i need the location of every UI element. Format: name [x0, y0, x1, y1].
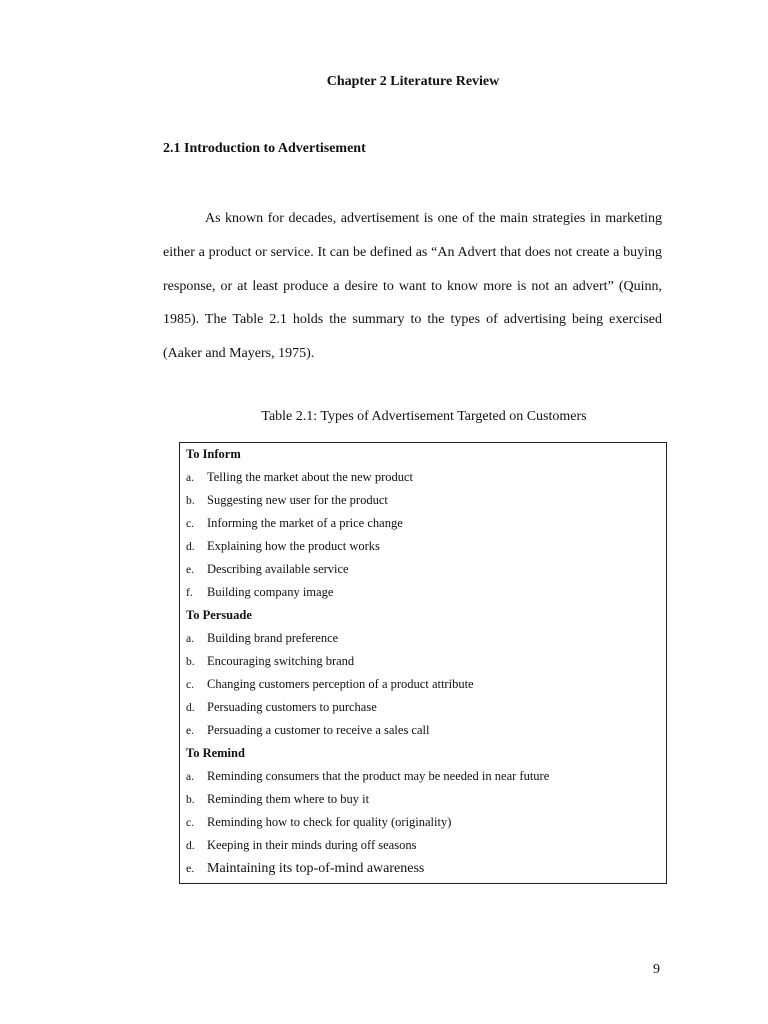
item-text: Building brand preference — [207, 631, 339, 645]
table-row — [180, 698, 666, 721]
item-letter: f. — [186, 587, 193, 599]
item-text: Explaining how the product works — [207, 539, 380, 553]
item-text: Maintaining its top-of-mind awareness — [207, 861, 425, 876]
table-row — [180, 813, 666, 836]
body-paragraph — [163, 202, 662, 371]
item-text: Telling the market about the new product — [207, 470, 414, 484]
item-letter: c. — [186, 679, 194, 691]
table-row — [180, 652, 666, 675]
item-text: Reminding consumers that the product may be needed in near future — [207, 769, 550, 783]
item-text: Persuading customers to purchase — [207, 700, 377, 714]
item-letter: a. — [186, 771, 194, 783]
item-letter: d. — [186, 541, 195, 553]
table-row — [180, 583, 666, 606]
table-row — [180, 560, 666, 583]
item-text: Keeping in their minds during off seasons — [207, 838, 417, 852]
chapter-title: Chapter 2 Literature Review — [326, 74, 500, 89]
table-row — [180, 859, 666, 882]
group-heading-persuade: To Persuade — [186, 608, 252, 622]
group-heading-inform: To Inform — [186, 447, 241, 461]
table-row — [180, 721, 666, 744]
item-letter: d. — [186, 840, 195, 852]
table-row — [180, 537, 666, 560]
item-text: Reminding how to check for quality (originality) — [207, 815, 452, 829]
item-text: Encouraging switching brand — [207, 654, 355, 668]
table-caption: Table 2.1: Types of Advertisement Targeted on Customers — [261, 409, 587, 424]
table-row — [180, 514, 666, 537]
item-letter: a. — [186, 633, 194, 645]
item-letter: c. — [186, 817, 194, 829]
table-row — [180, 790, 666, 813]
table-row — [180, 491, 666, 514]
item-letter: c. — [186, 518, 194, 530]
group-heading-remind: To Remind — [186, 746, 245, 760]
table-row — [180, 675, 666, 698]
table-row — [180, 767, 666, 790]
item-text: Building company image — [207, 585, 334, 599]
item-letter: e. — [186, 564, 194, 576]
paragraph-text: As known for decades, advertisement is one of the main strategies in marketing either a product or service. It can be defined as “An Advert that does not create a buying response, or at least produce a desire to want to know more is not an advert” (Quinn, 1985). The Table 2.1 holds the summary to the types of advertising being exercised (Aaker and Mayers, 1975). — [163, 211, 662, 362]
advertisement-types-table — [179, 442, 667, 884]
item-text: Reminding them where to buy it — [207, 792, 370, 806]
item-text: Informing the market of a price change — [207, 516, 403, 530]
item-letter: d. — [186, 702, 195, 714]
item-text: Describing available service — [207, 562, 349, 576]
table-row — [180, 629, 666, 652]
item-letter: b. — [186, 794, 195, 806]
page-number: 9 — [653, 962, 660, 977]
item-letter: e. — [186, 861, 195, 875]
item-text: Suggesting new user for the product — [207, 493, 388, 507]
item-text: Persuading a customer to receive a sales call — [207, 723, 430, 737]
item-text: Changing customers perception of a product attribute — [207, 677, 474, 691]
item-letter: e. — [186, 725, 194, 737]
section-heading: 2.1 Introduction to Advertisement — [163, 141, 366, 156]
table-row — [180, 468, 666, 491]
item-letter: a. — [186, 472, 194, 484]
item-letter: b. — [186, 656, 195, 668]
item-letter: b. — [186, 495, 195, 507]
table-row — [180, 836, 666, 859]
